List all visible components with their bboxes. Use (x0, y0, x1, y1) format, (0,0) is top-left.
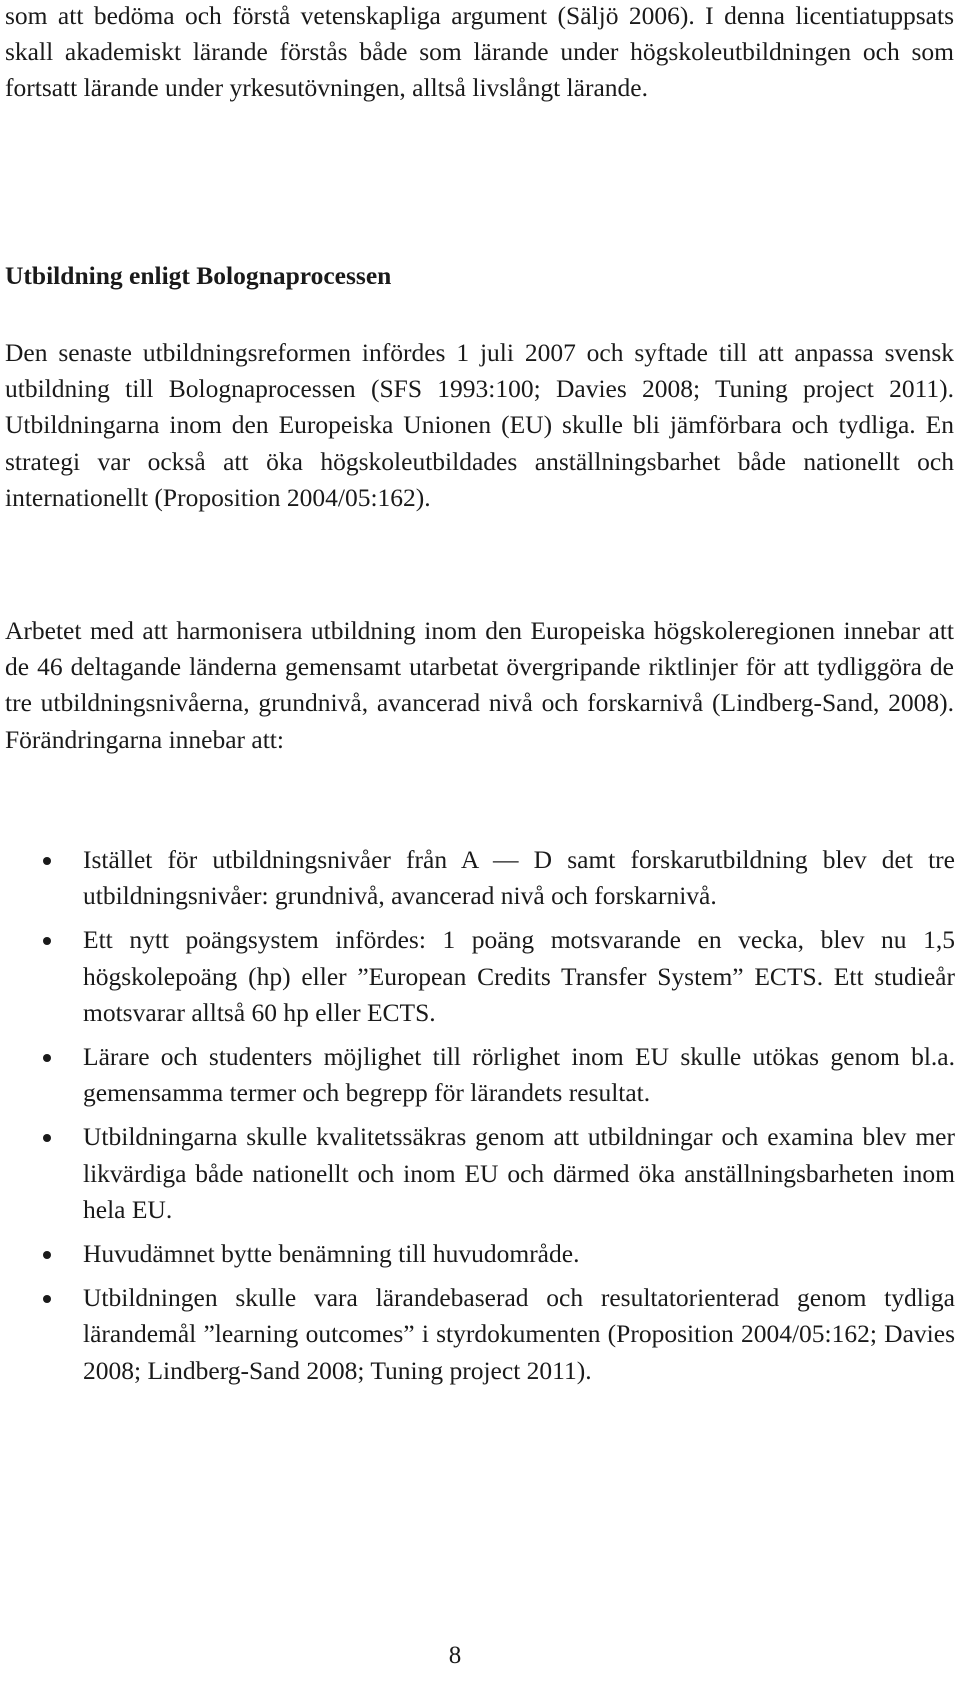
section-heading: Utbildning enligt Bolognaprocessen (5, 261, 392, 290)
bullet-list (5, 842, 955, 1397)
bullet-text: Lärare och studenters möjlighet till rörlighet inom EU skulle utökas genom bl.a. gemensamma termer och begrepp för lärandets resultat. (83, 1042, 955, 1108)
bullet-text: Utbildningarna skulle kvalitetssäkras genom att utbildningar och examina blev mer likvärdiga både nationellt och inom EU och därmed öka anställningsbarheten inom hela EU. (83, 1122, 955, 1224)
bullet-text: Ett nytt poängsystem infördes: 1 poäng motsvarande en vecka, blev nu 1,5 högskolepoäng (hp) eller ”European Credits Transfer System” ECTS. Ett studieår motsvarar alltså 60 hp eller ECTS. (83, 925, 955, 1027)
bullet-dot-icon (43, 1054, 51, 1062)
body-paragraph-2: Arbetet med att harmonisera utbildning inom den Europeiska högskoleregionen innebar att de 46 deltagande länderna gemensamt utarbetat övergripande riktlinjer för att tydliggöra de tre utbildningsnivåerna, grundnivå, avancerad nivå och forskarnivå (Lindberg-Sand, 2008). Förändringarna innebar att: (5, 616, 954, 754)
bullet-item (5, 842, 955, 914)
page-number: 8 (448, 1642, 462, 1669)
bullet-text: Huvudämnet bytte benämning till huvudområde. (83, 1239, 580, 1269)
bullet-dot-icon (43, 1251, 51, 1259)
bullet-item (5, 922, 955, 1031)
bullet-dot-icon (43, 1134, 51, 1142)
intro-paragraph: som att bedöma och förstå vetenskapliga argument (Säljö 2006). I denna licentiatuppsats skall akademiskt lärande förstås både som lärande under högskoleutbildningen och som fortsatt lärande under yrkesutövningen, alltså livslångt lärande. (5, 1, 954, 103)
body-paragraph-1: Den senaste utbildningsreformen infördes 1 juli 2007 och syftade till att anpassa svensk utbildning till Bolognaprocessen (SFS 1993:100; Davies 2008; Tuning project 2011). Utbildningarna inom den Europeiska Unionen (EU) skulle bli jämförbara och tydliga. En strategi var också att öka högskoleutbildades anställningsbarhet både nationellt och internationellt (Proposition 2004/05:162). (5, 338, 954, 512)
bullet-text: Utbildningen skulle vara lärandebaserad och resultatorienterad genom tydliga lärandemål ”learning outcomes” i styrdokumenten (Proposition 2004/05:162; Davies 2008; Lindberg-Sand 2008; Tuning project 2011). (83, 1283, 955, 1385)
bullet-item (5, 1280, 955, 1389)
bullet-item (5, 1039, 955, 1111)
bullet-dot-icon (43, 1295, 51, 1303)
bullet-dot-icon (43, 937, 51, 945)
bullet-dot-icon (43, 857, 51, 865)
bullet-text: Istället för utbildningsnivåer från A — D samt forskarutbildning blev det tre utbildningsnivåer: grundnivå, avancerad nivå och forskarnivå. (83, 845, 955, 911)
bullet-item (5, 1119, 955, 1228)
bullet-item (5, 1236, 955, 1272)
